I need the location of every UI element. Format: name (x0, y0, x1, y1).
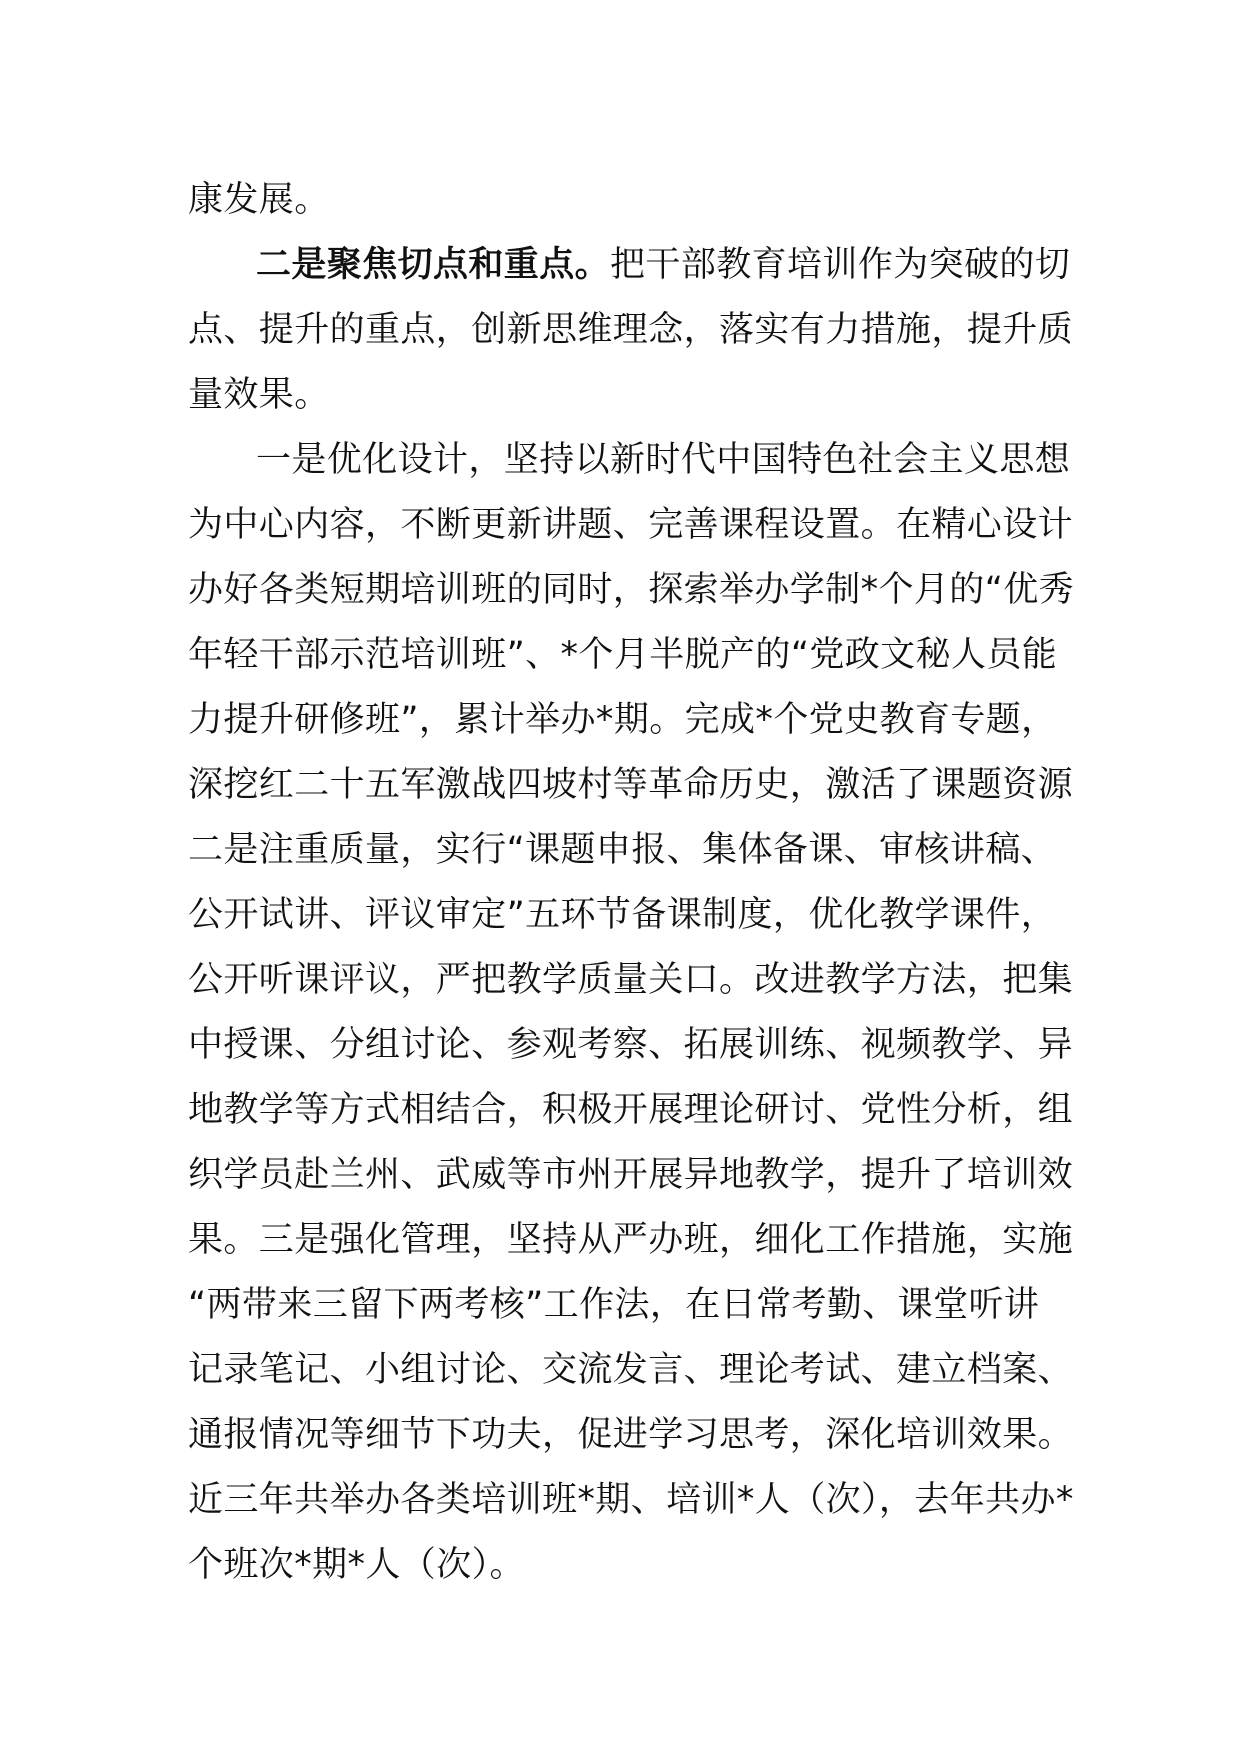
line-text: “两带来三留下两考核”工作法，在日常考勤、课堂听讲 (188, 1285, 1040, 1325)
text-line (188, 1013, 1074, 1078)
line-text: 近三年共举办各类培训班*期、培训*人（次），去年共办* (188, 1480, 1074, 1520)
text-line (188, 1143, 1074, 1208)
line-text: 织学员赴兰州、武威等市州开展异地教学，提升了培训效 (188, 1155, 1074, 1195)
section-heading-line (188, 233, 1071, 298)
section-heading: 二是聚焦切点和重点。 (256, 245, 611, 285)
text-line (188, 883, 1068, 948)
text-line (188, 818, 1068, 883)
line-text: 为中心内容，不断更新讲题、完善课程设置。在精心设计 (188, 505, 1074, 545)
text-line (188, 1208, 1074, 1273)
line-text: 二是注重质量，实行“课题申报、集体备课、审核讲稿、 (188, 830, 1057, 870)
line-text: 通报情况等细节下功夫，促进学习思考，深化培训效果。 (188, 1415, 1074, 1455)
line-text: 公开试讲、评议审定”五环节备课制度，优化教学课件， (188, 895, 1057, 935)
text-line (188, 753, 1074, 818)
line-text: 年轻干部示范培训班”、*个月半脱产的“党政文秘人员能 (188, 635, 1058, 675)
line-text: 量效果。 (188, 375, 330, 415)
text-line (188, 1078, 1074, 1143)
line-text: 康发展。 (188, 180, 330, 220)
line-text: 记录笔记、小组讨论、交流发言、理论考试、建立档案、 (188, 1350, 1074, 1390)
line-text: 果。三是强化管理，坚持从严办班，细化工作措施，实施 (188, 1220, 1074, 1260)
line-text: 一是优化设计，坚持以新时代中国特色社会主义思想 (256, 440, 1071, 480)
text-line (188, 298, 1074, 363)
text-line (188, 558, 1075, 623)
line-text: 中授课、分组讨论、参观考察、拓展训练、视频教学、异 (188, 1025, 1074, 1065)
line-text: 公开听课评议，严把教学质量关口。改进教学方法，把集 (188, 960, 1074, 1000)
text-line (188, 1468, 1074, 1533)
line-text: 把干部教育培训作为突破的切 (610, 245, 1071, 285)
text-line (188, 363, 1068, 428)
text-line (188, 688, 1068, 753)
line-text: 办好各类短期培训班的同时，探索举办学制*个月的“优秀 (188, 570, 1075, 610)
text-line (188, 948, 1074, 1013)
line-text: 个班次*期*人（次）。 (188, 1545, 525, 1585)
text-line (188, 1338, 1074, 1403)
text-line (188, 493, 1074, 558)
line-text: 地教学等方式相结合，积极开展理论研讨、党性分析，组 (188, 1090, 1074, 1130)
line-text: 点、提升的重点，创新思维理念，落实有力措施，提升质 (188, 310, 1074, 350)
text-line (188, 1273, 1068, 1338)
text-line (188, 623, 1068, 688)
line-text: 力提升研修班”，累计举办*期。完成*个党史教育专题， (188, 700, 1057, 740)
text-line (188, 1403, 1074, 1468)
line-text: 深挖红二十五军激战四坡村等革命历史，激活了课题资源 (188, 765, 1074, 805)
text-line (188, 1533, 1068, 1598)
body-text (188, 168, 1075, 1598)
paragraph-start-line (188, 428, 1071, 493)
text-line (188, 168, 1068, 233)
